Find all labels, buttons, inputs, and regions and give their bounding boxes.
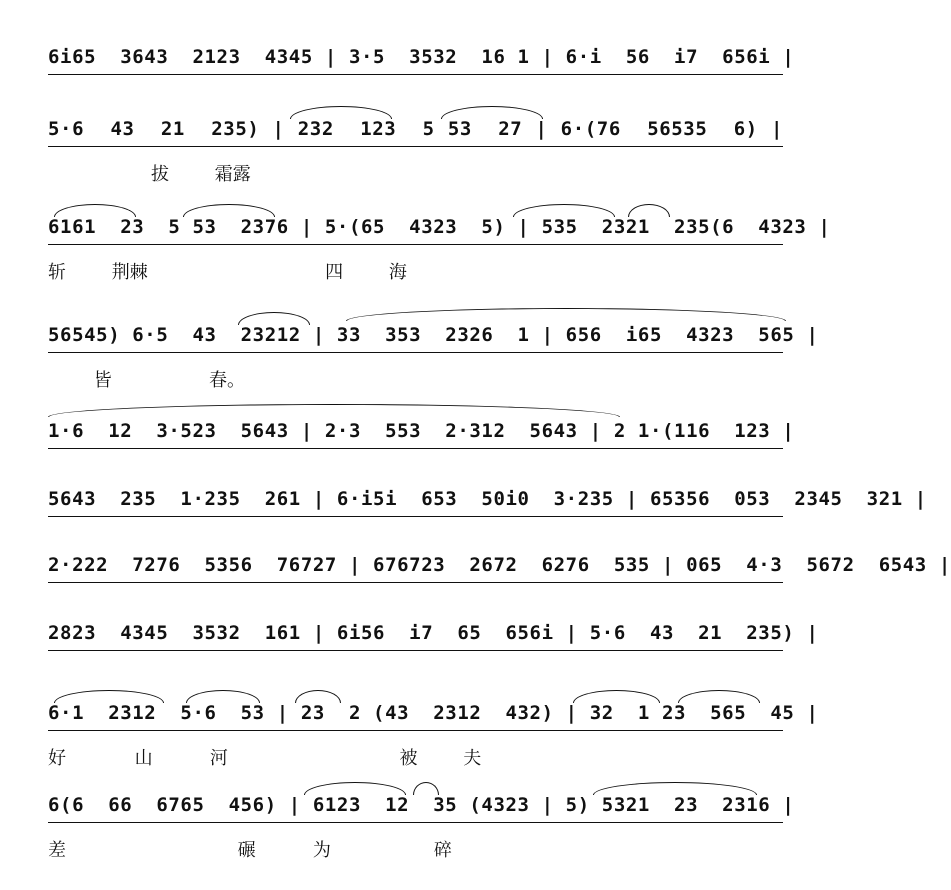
lyrics-row: 拔 霜露 (48, 164, 251, 185)
underline (48, 352, 783, 353)
underline (48, 822, 783, 823)
underline (48, 582, 783, 583)
lyrics-row: 皆 春。 (48, 370, 246, 391)
lyrics-row: 差 碾 为 碎 (48, 840, 452, 861)
notation-row: 5643 235 1·235 261 | 6·i5i 653 50i0 3·235 | 65356 053 2345 321 | (48, 488, 927, 510)
underline (48, 730, 783, 731)
notation-row: 1·6 12 3·523 5643 | 2·3 553 2·312 5643 | 2 1·(116 123 | (48, 420, 795, 442)
notation-row: 6(6 66 6765 456) | 6123 12 35 (4323 | 5) 5321 23 2316 | (48, 794, 795, 816)
notation-row: 56545) 6·5 43 23212 | 33 353 2326 1 | 656 i65 4323 565 | (48, 324, 819, 346)
notation-row: 2·222 7276 5356 76727 | 676723 2672 6276 535 | 065 4·3 5672 6543 | (48, 554, 951, 576)
notation-row: 6i65 3643 2123 4345 | 3·5 3532 16 1 | 6·i 56 i7 656i | (48, 46, 795, 68)
lyrics-row: 斩 荆棘 四 海 (48, 262, 407, 283)
lyrics-row: 好 山 河 被 夫 (48, 748, 482, 769)
underline (48, 146, 783, 147)
underline (48, 448, 783, 449)
underline (48, 244, 783, 245)
notation-row: 5·6 43 21 235) | 232 123 5 53 27 | 6·(76 56535 6) | (48, 118, 783, 140)
notation-row: 6161 23 5 53 2376 | 5·(65 4323 5) | 535 2321 235(6 4323 | (48, 216, 831, 238)
underline (48, 650, 783, 651)
underline (48, 74, 783, 75)
notation-row: 2823 4345 3532 161 | 6i56 i7 65 656i | 5·6 43 21 235) | (48, 622, 819, 644)
underline (48, 516, 783, 517)
notation-row: 6·1 2312 5·6 53 | 23 2 (43 2312 432) | 32 1 23 565 45 | (48, 702, 819, 724)
